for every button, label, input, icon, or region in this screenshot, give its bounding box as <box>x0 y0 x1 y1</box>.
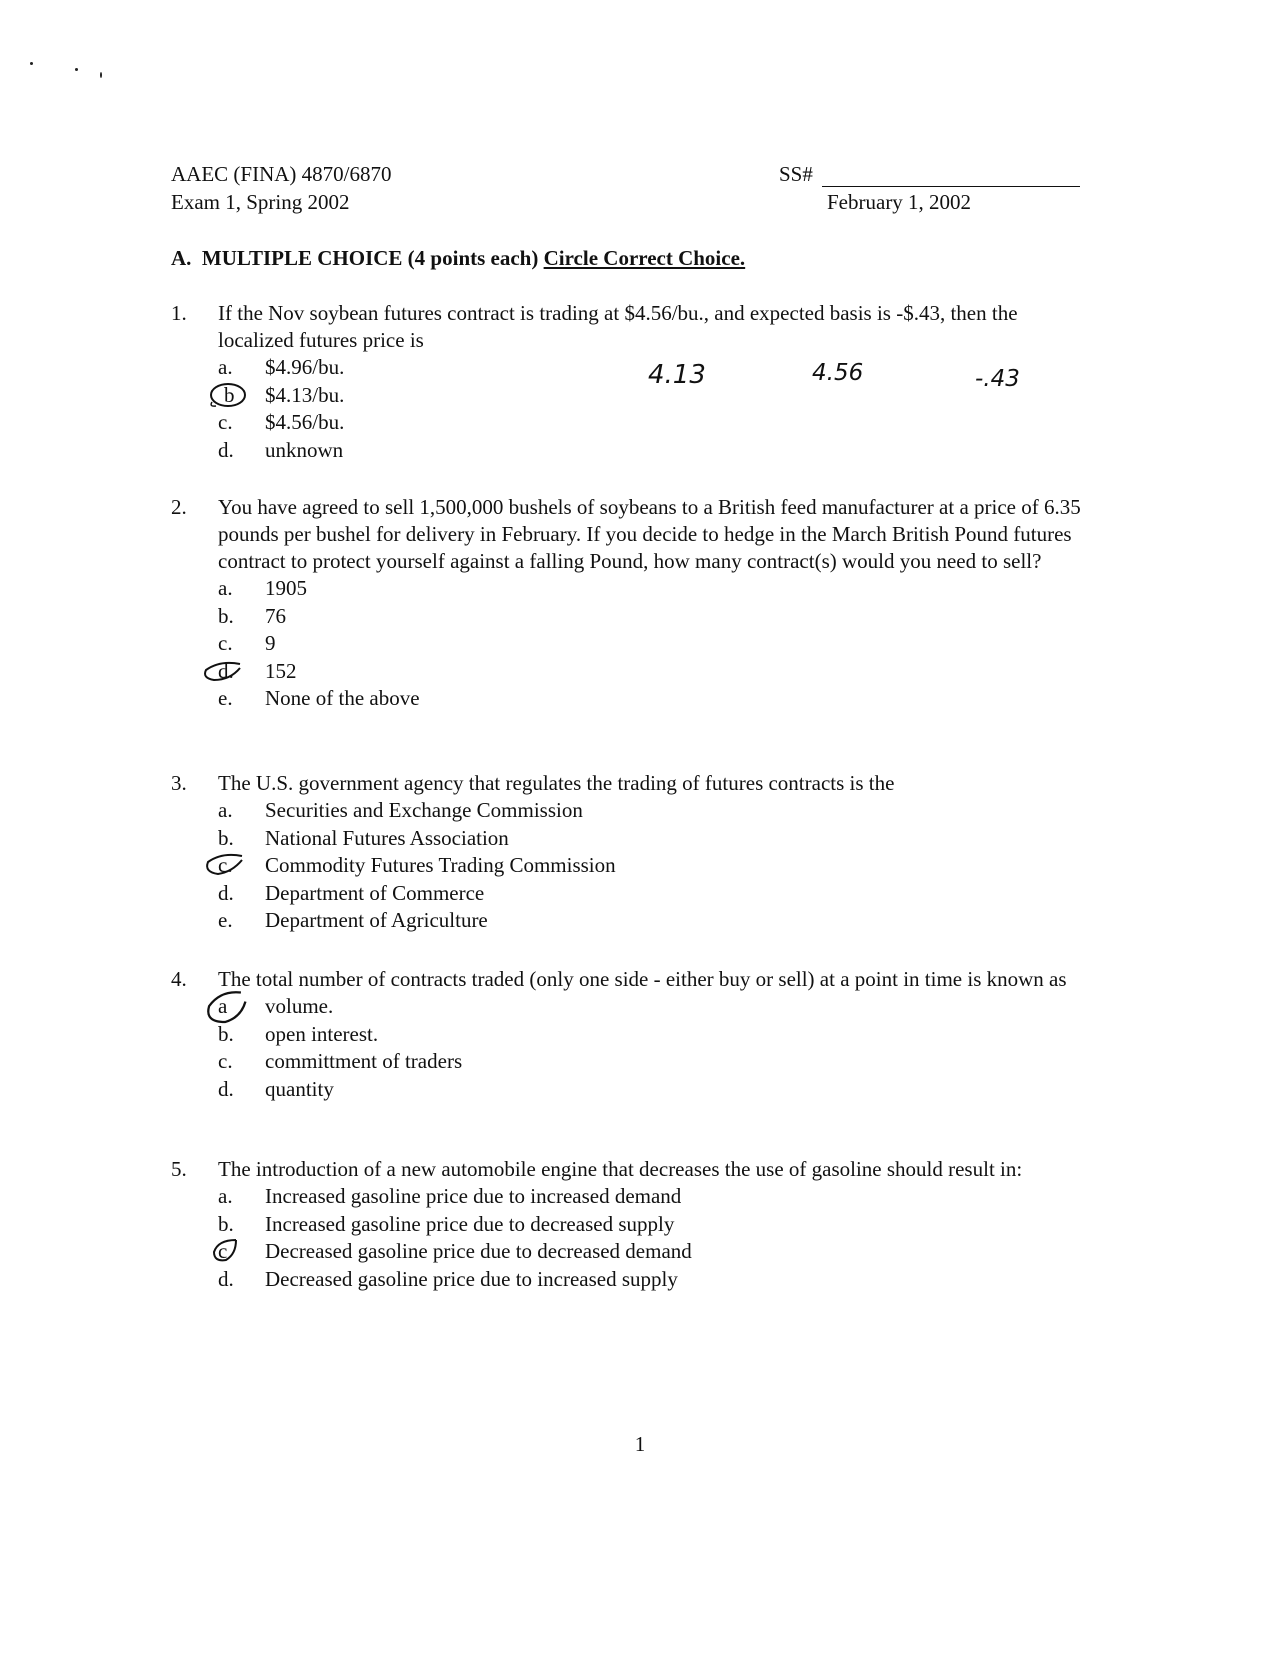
option-d[interactable] <box>218 1266 1091 1294</box>
hand-circle-mark <box>200 850 244 880</box>
ss-number-field[interactable] <box>822 186 1080 187</box>
option-text: 9 <box>265 631 276 655</box>
option-c[interactable] <box>218 1048 1091 1076</box>
exam-title: Exam 1, Spring 2002 <box>171 190 350 214</box>
option-text: Securities and Exchange Commission <box>265 798 583 822</box>
question-number: 2. <box>171 495 187 519</box>
option-letter: d. <box>218 437 234 462</box>
handwritten-note-2: 4.56 <box>812 360 864 386</box>
option-text: $4.56/bu. <box>265 410 345 434</box>
hand-circle-mark <box>200 656 244 686</box>
option-letter: a. <box>218 576 233 600</box>
ss-label: SS# <box>779 162 813 186</box>
option-c-circled[interactable] <box>218 1238 1091 1266</box>
course-title: AAEC (FINA) 4870/6870 <box>171 162 392 186</box>
option-a[interactable] <box>218 1183 1091 1211</box>
question-number: 1. <box>171 301 187 325</box>
exam-date: February 1, 2002 <box>827 190 972 214</box>
question-text: The introduction of a new automobile engine that decreases the use of gasoline should result in: <box>218 1157 1023 1181</box>
option-text: Decreased gasoline price due to increased supply <box>265 1266 678 1291</box>
option-text: committment of traders <box>265 1049 463 1073</box>
hand-circle-mark <box>204 1236 248 1266</box>
option-letter: b. <box>218 603 234 628</box>
option-b[interactable] <box>218 1211 1091 1239</box>
option-e[interactable] <box>218 907 1091 935</box>
option-a[interactable] <box>218 797 1091 825</box>
option-letter: e. <box>218 908 233 932</box>
option-letter: c. <box>218 410 233 434</box>
option-text: Commodity Futures Trading Commission <box>265 853 616 877</box>
option-text: Increased gasoline price due to decreased supply <box>265 1211 675 1236</box>
option-letter: d. <box>218 880 234 905</box>
option-d[interactable] <box>218 437 1091 465</box>
question-4 <box>171 966 1091 1103</box>
option-text: None of the above <box>265 686 420 710</box>
option-b[interactable] <box>218 825 1091 853</box>
option-c[interactable] <box>218 630 1091 658</box>
option-b[interactable] <box>218 1021 1091 1049</box>
option-letter: b <box>224 382 235 407</box>
option-text: volume. <box>265 994 334 1018</box>
option-text: unknown <box>265 437 344 462</box>
option-letter: c. <box>218 631 233 655</box>
section-instruction: Circle Correct Choice. <box>543 246 746 270</box>
option-letter: b. <box>218 1211 234 1236</box>
option-text: Increased gasoline price due to increased demand <box>265 1184 682 1208</box>
question-number: 3. <box>171 771 187 795</box>
option-text: 1905 <box>265 576 307 600</box>
question-5 <box>171 1156 1091 1293</box>
option-text: Department of Commerce <box>265 880 485 905</box>
option-b[interactable] <box>218 603 1091 631</box>
option-letter: c. <box>218 853 233 877</box>
option-text: Department of Agriculture <box>265 908 488 932</box>
section-heading <box>171 246 745 271</box>
option-text: $4.96/bu. <box>265 355 345 379</box>
question-3 <box>171 770 1091 935</box>
question-text: The total number of contracts traded (only one side - either buy or sell) at a point in time is known as <box>218 967 1067 991</box>
option-letter: a. <box>218 798 233 822</box>
option-letter: b. <box>218 825 234 850</box>
option-letter: d. <box>218 658 234 683</box>
option-letter: a. <box>218 355 233 379</box>
section-title: MULTIPLE CHOICE (4 points each) <box>201 246 539 270</box>
option-letter: d. <box>218 1076 234 1101</box>
option-letter: c. <box>218 1049 233 1073</box>
option-letter: a <box>218 994 228 1018</box>
question-number: 5. <box>171 1157 187 1181</box>
option-e[interactable] <box>218 685 1091 713</box>
option-text: open interest. <box>265 1021 379 1046</box>
question-1 <box>171 300 1091 464</box>
question-2 <box>171 494 1091 713</box>
question-text: If the Nov soybean futures contract is trading at $4.56/bu., and expected basis is -$.43, then the localized futures price is <box>218 301 1018 352</box>
option-a[interactable] <box>218 575 1091 603</box>
question-text: You have agreed to sell 1,500,000 bushels of soybeans to a British feed manufacturer at a price of 6.35 pounds per bushel for delivery in February. If you decide to hedge in the March British Pound futures contract to protect yourself against a falling Pound, how many contract(s) would you need to sell? <box>218 495 1081 573</box>
option-a-circled[interactable] <box>218 993 1091 1021</box>
option-letter: a. <box>218 1184 233 1208</box>
option-text: $4.13/bu. <box>265 382 345 407</box>
handwritten-note-1: 4.13 <box>648 360 706 390</box>
handwritten-note-3: -.43 <box>975 366 1020 392</box>
option-text: National Futures Association <box>265 825 509 850</box>
option-text: Decreased gasoline price due to decreased demand <box>265 1239 692 1263</box>
question-text: The U.S. government agency that regulates the trading of futures contracts is the <box>218 771 895 795</box>
question-number: 4. <box>171 967 187 991</box>
option-letter: c <box>218 1239 228 1263</box>
hand-circle-mark <box>206 380 250 410</box>
page-number: 1 <box>634 1432 646 1456</box>
option-text: quantity <box>265 1076 334 1101</box>
option-d[interactable] <box>218 880 1091 908</box>
option-d-circled[interactable] <box>218 658 1091 686</box>
option-letter: d. <box>218 1266 234 1291</box>
option-d[interactable] <box>218 1076 1091 1104</box>
section-prefix: A. <box>171 246 192 270</box>
option-text: 76 <box>265 603 286 628</box>
option-letter: b. <box>218 1021 234 1046</box>
hand-circle-mark <box>200 985 250 1025</box>
option-c-circled[interactable] <box>218 852 1091 880</box>
option-text: 152 <box>265 658 297 683</box>
option-c[interactable] <box>218 409 1091 437</box>
option-letter: e. <box>218 686 233 710</box>
